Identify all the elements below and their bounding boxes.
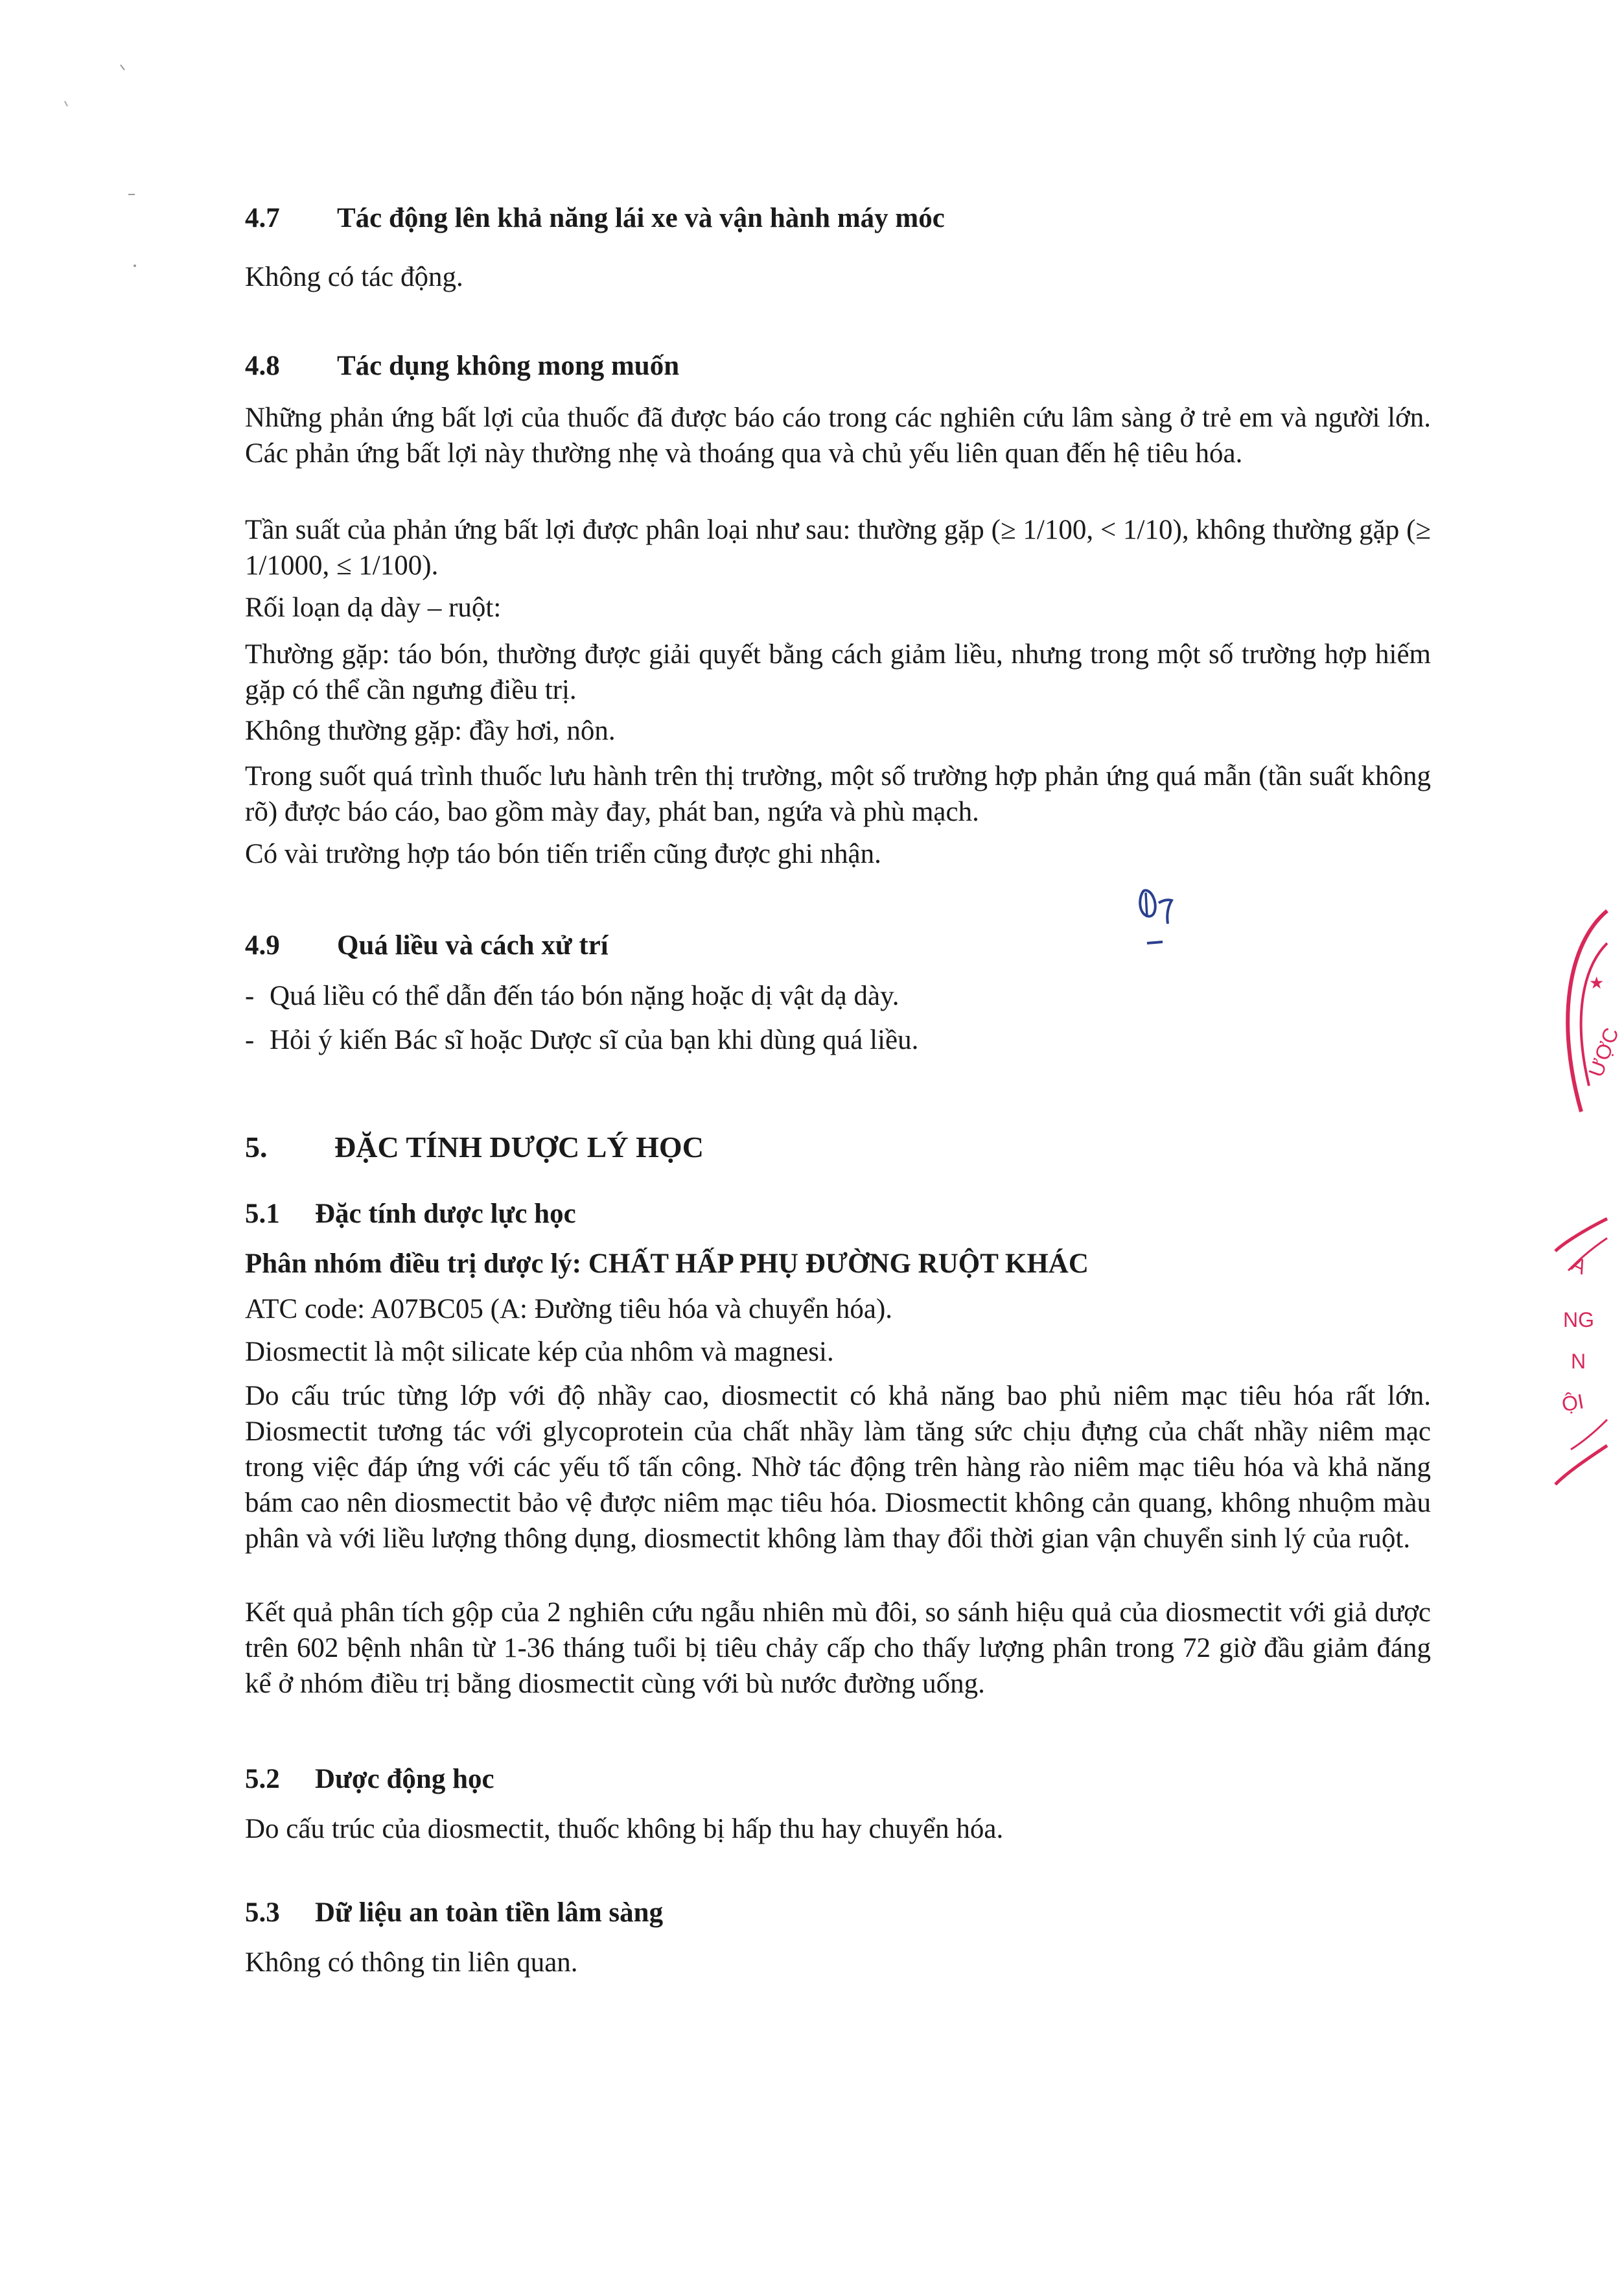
section-title: Dược động học — [315, 1764, 494, 1794]
section-number: 4.8 — [245, 351, 280, 381]
section-5-3-body: Không có thông tin liên quan. — [245, 1947, 578, 1978]
svg-text:★: ★ — [1589, 973, 1605, 992]
section-4-8-paragraph-4: Thường gặp: táo bón, thường được giải quyết bằng cách giảm liều, nhưng trong một số trường hợp hiếm gặp có thể cần ngưng điều trị. — [245, 639, 1431, 705]
stamp-text: ƯỢC — [1584, 1024, 1623, 1081]
stamp-text: A — [1568, 1252, 1591, 1279]
handwritten-initials — [1134, 878, 1186, 950]
section-4-8-paragraph-5: Không thường gặp: đầy hơi, nôn. — [245, 716, 616, 746]
section-number: 5. — [245, 1131, 268, 1164]
therapeutic-group-subheading: Phân nhóm điều trị dược lý: CHẤT HẤP PHỤ ĐƯỜNG RUỘT KHÁC — [245, 1248, 1089, 1279]
bullet-text: Quá liều có thể dẫn đến táo bón nặng hoặc dị vật dạ dày. — [270, 981, 899, 1011]
section-number: 4.7 — [245, 203, 280, 233]
section-title: Quá liều và cách xử trí — [337, 930, 609, 961]
section-5-2-body: Do cấu trúc của diosmectit, thuốc không bị hấp thu hay chuyển hóa. — [245, 1814, 1004, 1844]
scan-specks — [0, 0, 194, 324]
bullet-dash: - — [245, 1025, 255, 1055]
stamp-text: NG — [1563, 1308, 1594, 1331]
section-number: 5.2 — [245, 1764, 280, 1794]
section-title: Tác động lên khả năng lái xe và vận hành máy móc — [337, 203, 945, 233]
section-5-1-paragraph-3: Do cấu trúc từng lớp với độ nhầy cao, diosmectit có khả năng bao phủ niêm mạc tiêu hóa rất lớn. Diosmectit tương tác với glycoprotein của chất nhầy làm tăng sức chịu đựng của chất nhầy niêm mạc trong việc đáp ứng với các yếu tố tấn công. Nhờ tác động trên hàng rào niêm mạc tiêu hóa và khả năng bám cao nên diosmectit bảo vệ được niêm mạc tiêu hóa. Diosmectit không cản quang, không nhuộm màu phân và với liều lượng thông dụng, diosmectit không làm thay đổi thời gian vận chuyển sinh lý của ruột. — [245, 1381, 1431, 1554]
section-4-8-paragraph-6: Trong suốt quá trình thuốc lưu hành trên thị trường, một số trường hợp phản ứng quá mẫn (tần suất không rõ) được báo cáo, bao gồm mày đay, phát ban, ngứa và phù mạch. — [245, 761, 1431, 827]
atc-code-line: ATC code: A07BC05 (A: Đường tiêu hóa và chuyển hóa). — [245, 1294, 893, 1324]
section-title: ĐẶC TÍNH DƯỢC LÝ HỌC — [334, 1131, 704, 1164]
stamp-fragment-upper — [1555, 904, 1623, 1138]
section-4-8-paragraph-7: Có vài trường hợp táo bón tiến triển cũng được ghi nhận. — [245, 839, 881, 869]
section-4-7-body: Không có tác động. — [245, 262, 463, 292]
section-title: Đặc tính dược lực học — [315, 1199, 576, 1229]
section-title: Tác dụng không mong muốn — [337, 351, 680, 381]
stamp-text: N — [1571, 1350, 1586, 1373]
section-number: 5.3 — [245, 1897, 280, 1928]
section-title: Dữ liệu an toàn tiền lâm sàng — [315, 1897, 664, 1928]
section-4-8-paragraph-3: Rối loạn dạ dày – ruột: — [245, 592, 502, 623]
section-4-8-paragraph-1: Những phản ứng bất lợi của thuốc đã được báo cáo trong các nghiên cứu lâm sàng ở trẻ em và người lớn. Các phản ứng bất lợi này thường nhẹ và thoáng qua và chủ yếu liên quan đến hệ tiêu hóa. — [245, 403, 1431, 469]
stamp-text: ỘI — [1560, 1389, 1586, 1416]
bullet-text: Hỏi ý kiến Bác sĩ hoặc Dược sĩ của bạn khi dùng quá liều. — [270, 1025, 919, 1055]
bullet-dash: - — [245, 981, 255, 1011]
section-5-1-paragraph-2: Diosmectit là một silicate kép của nhôm và magnesi. — [245, 1337, 834, 1367]
section-4-8-paragraph-2: Tần suất của phản ứng bất lợi được phân loại như sau: thường gặp (≥ 1/100, < 1/10), không thường gặp (≥ 1/1000, ≤ 1/100). — [245, 515, 1431, 581]
section-number: 5.1 — [245, 1199, 280, 1229]
stamp-fragment-lower — [1542, 1212, 1607, 1497]
section-5-1-paragraph-4: Kết quả phân tích gộp của 2 nghiên cứu ngẫu nhiên mù đôi, so sánh hiệu quả của diosmectit với giả dược trên 602 bệnh nhân từ 1-36 tháng tuổi bị tiêu chảy cấp cho thấy lượng phân trong 72 giờ đầu giảm đáng kể ở nhóm điều trị bằng diosmectit cùng với bù nước đường uống. — [245, 1597, 1431, 1699]
section-number: 4.9 — [245, 930, 280, 961]
